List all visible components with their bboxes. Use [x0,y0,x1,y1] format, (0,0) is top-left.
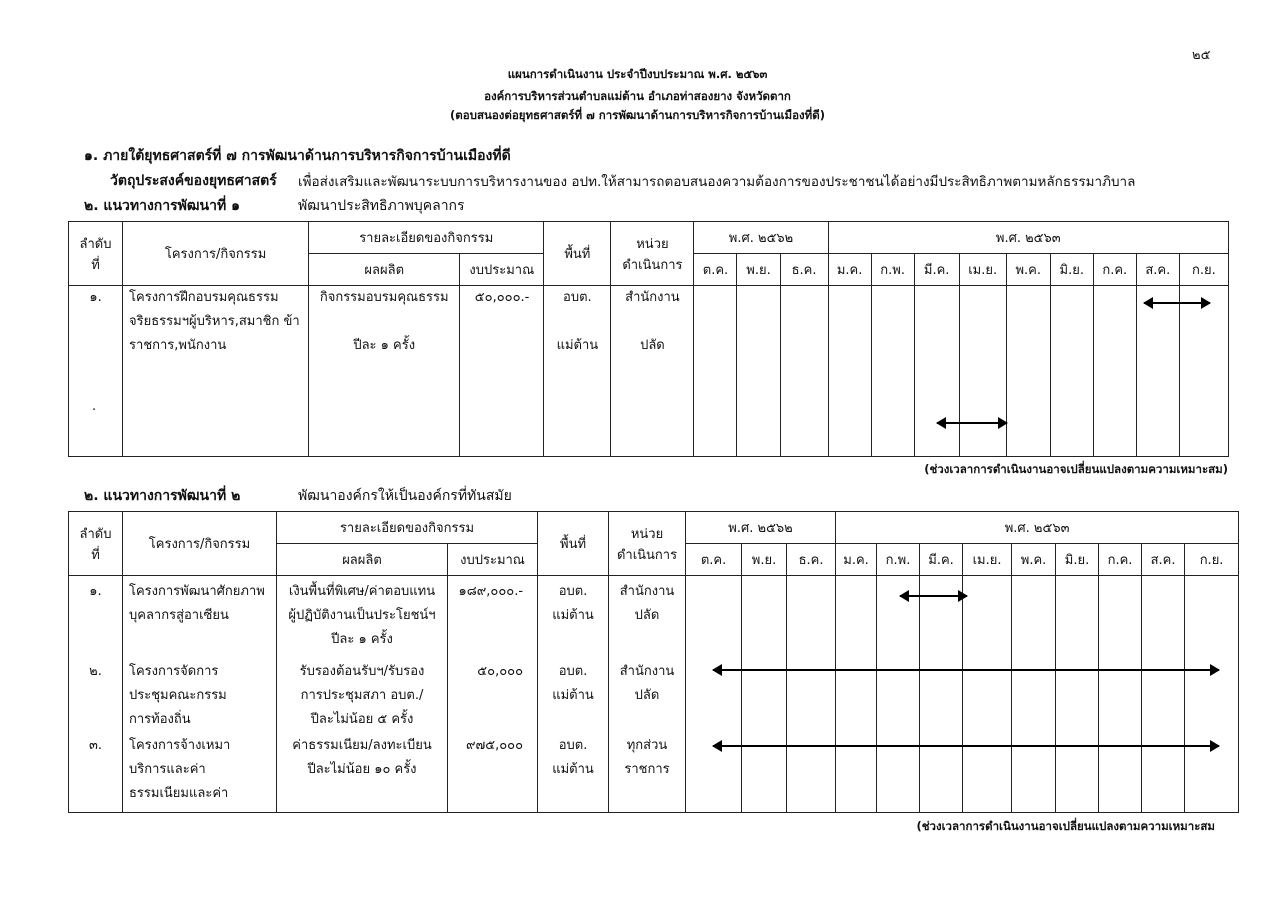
row-unit: สำนักงาน ปลัด สำนักงาน ปลัด ทุกส่วน ราชการ [609,576,686,813]
guideline2-text: พัฒนาองค์กรให้เป็นองค์กรที่ทันสมัย [298,488,512,504]
row-unit: สำนักงาน ปลัด [611,286,694,457]
col-area: พื้นที่ [538,512,609,576]
month-mar: มี.ค. [914,254,959,286]
month-sep: ก.ย. [1185,544,1239,576]
timeline-arrow-full-year-3 [713,745,1219,747]
row-project: โครงการพัฒนาศักยภาพ บุคลากรสู่อาเซียน โครงการจัดการ ประชุมคณะกรรม การท้องถิ่น โครงการจ้างเหมา บริการและค่า ธรรมเนียมและค่า [123,576,277,813]
month-jul: ก.ค. [1093,254,1136,286]
row-no: ๑. [69,286,123,457]
col-detail: รายละเอียดของกิจกรรม [309,222,544,254]
timeline-arrow-aug-sep [1144,302,1210,304]
month-jun: มิ.ย. [1050,254,1093,286]
month-nov: พ.ย. [737,254,780,286]
objective-text: เพื่อส่งเสริมและพัฒนาระบบการบริหารงานของ อปท.ให้สามารถตอบสนองความต้องการของประชาชนได้อย่างมีประสิทธิภาพตามหลักธรรมาภิบาล [298,174,1136,190]
col-unit: หน่วย ดำเนินการ [609,512,686,576]
row-budget: ๑๘๙,๐๐๐.- ๕๐,๐๐๐ ๙๗๕,๐๐๐ [448,576,538,813]
col-project: โครงการ/กิจกรรม [123,222,309,286]
guideline1-text: พัฒนาประสิทธิภาพบุคลากร [298,198,465,214]
col-no: ลำดับ ที่ [69,222,123,286]
col-output: ผลผลิต [277,544,448,576]
col-budget: งบประมาณ [448,544,538,576]
col-detail: รายละเอียดของกิจกรรม [277,512,538,544]
table-row [69,286,1229,457]
row-output: กิจกรรมอบรมคุณธรรม ปีละ ๑ ครั้ง [309,286,460,457]
col-year-2562: พ.ศ. ๒๕๖๒ [686,512,836,544]
timeline-arrow-full-year-2 [713,669,1219,671]
row-area: อบต. แม่ต้าน [544,286,611,457]
col-year-2562: พ.ศ. ๒๕๖๒ [694,222,828,254]
row-no: ๑. ๒. ๓. [69,576,123,813]
timeline-note-2: (ช่วงเวลาการดำเนินงานอาจเปลี่ยนแปลงตามความเหมาะสม [916,819,1215,833]
objective-label: วัตถุประสงค์ของยุทธศาสตร์ [110,173,277,189]
guideline1-label: ๒. แนวทางการพัฒนาที่ ๑ [84,198,240,214]
month-oct: ต.ค. [686,544,742,576]
col-output: ผลผลิต [309,254,460,286]
month-mar: มี.ค. [920,544,963,576]
timeline-note-1: (ช่วงเวลาการดำเนินงานอาจเปลี่ยนแปลงตามความเหมาะสม) [924,462,1228,476]
plan-title: แผนการดำเนินงาน ประจำปีงบประมาณ พ.ศ. ๒๕๖๓ [507,67,768,81]
col-no: ลำดับ ที่ [69,512,123,576]
month-oct: ต.ค. [694,254,737,286]
month-aug: ส.ค. [1142,544,1185,576]
row-budget: ๕๐,๐๐๐.- [460,286,544,457]
row-area: อบต. แม่ต้าน อบต. แม่ต้าน อบต. แม่ต้าน [538,576,609,813]
strategy-response: (ตอบสนองต่อยุทธศาสตร์ที่ ๗ การพัฒนาด้านการบริหารกิจการบ้านเมืองที่ดี) [450,108,825,122]
col-area: พื้นที่ [544,222,611,286]
col-year-2563: พ.ศ. ๒๕๖๓ [836,512,1239,544]
plan-table-guideline2 [68,511,1239,813]
month-jun: มิ.ย. [1056,544,1099,576]
month-nov: พ.ย. [742,544,787,576]
row-output: เงินพื้นที่พิเศษ/ค่าตอบแทน ผู้ปฏิบัติงานเป็นประโยชน์ฯ ปีละ ๑ ครั้ง รับรองต้อนรับฯ/รับรอง การประชุมสภา อบต./ ปีละไม่น้อย ๕ ครั้ง ค่าธรรมเนียม/ลงทะเบียน ปีละไม่น้อย ๑๐ ครั้ง [277,576,448,813]
table-body [69,576,1239,813]
month-apr: เม.ย. [959,254,1006,286]
month-may: พ.ค. [1006,254,1050,286]
timeline-arrow-feb-mar [900,595,967,597]
month-jan: ม.ค. [836,544,877,576]
col-unit: หน่วย ดำเนินการ [611,222,694,286]
col-project: โครงการ/กิจกรรม [123,512,277,576]
month-may: พ.ค. [1012,544,1056,576]
month-jul: ก.ค. [1099,544,1142,576]
page-number: ๒๕ [1192,48,1211,63]
timeline-arrow-mar-apr [937,422,1007,424]
month-jan: ม.ค. [828,254,871,286]
month-feb: ก.พ. [871,254,914,286]
month-aug: ส.ค. [1136,254,1179,286]
guideline2-label: ๒. แนวทางการพัฒนาที่ ๒ [84,488,241,504]
organization-name: องค์การบริหารส่วนตำบลแม่ต้าน อำเภอท่าสองยาง จังหวัดตาก [484,89,791,103]
month-sep: ก.ย. [1179,254,1228,286]
stray-mark: . [92,399,97,414]
row-project: โครงการฝึกอบรมคุณธรรม จริยธรรมฯผู้บริหาร,สมาชิก ข้า ราชการ,พนักงาน [123,286,309,457]
month-apr: เม.ย. [963,544,1012,576]
strategy-title: ๑. ภายใต้ยุทธศาสตร์ที่ ๗ การพัฒนาด้านการบริหารกิจการบ้านเมืองที่ดี [84,148,511,164]
month-dec: ธ.ค. [780,254,828,286]
month-feb: ก.พ. [877,544,920,576]
month-dec: ธ.ค. [787,544,836,576]
plan-table-guideline1 [68,221,1229,457]
col-year-2563: พ.ศ. ๒๕๖๓ [828,222,1228,254]
col-budget: งบประมาณ [460,254,544,286]
